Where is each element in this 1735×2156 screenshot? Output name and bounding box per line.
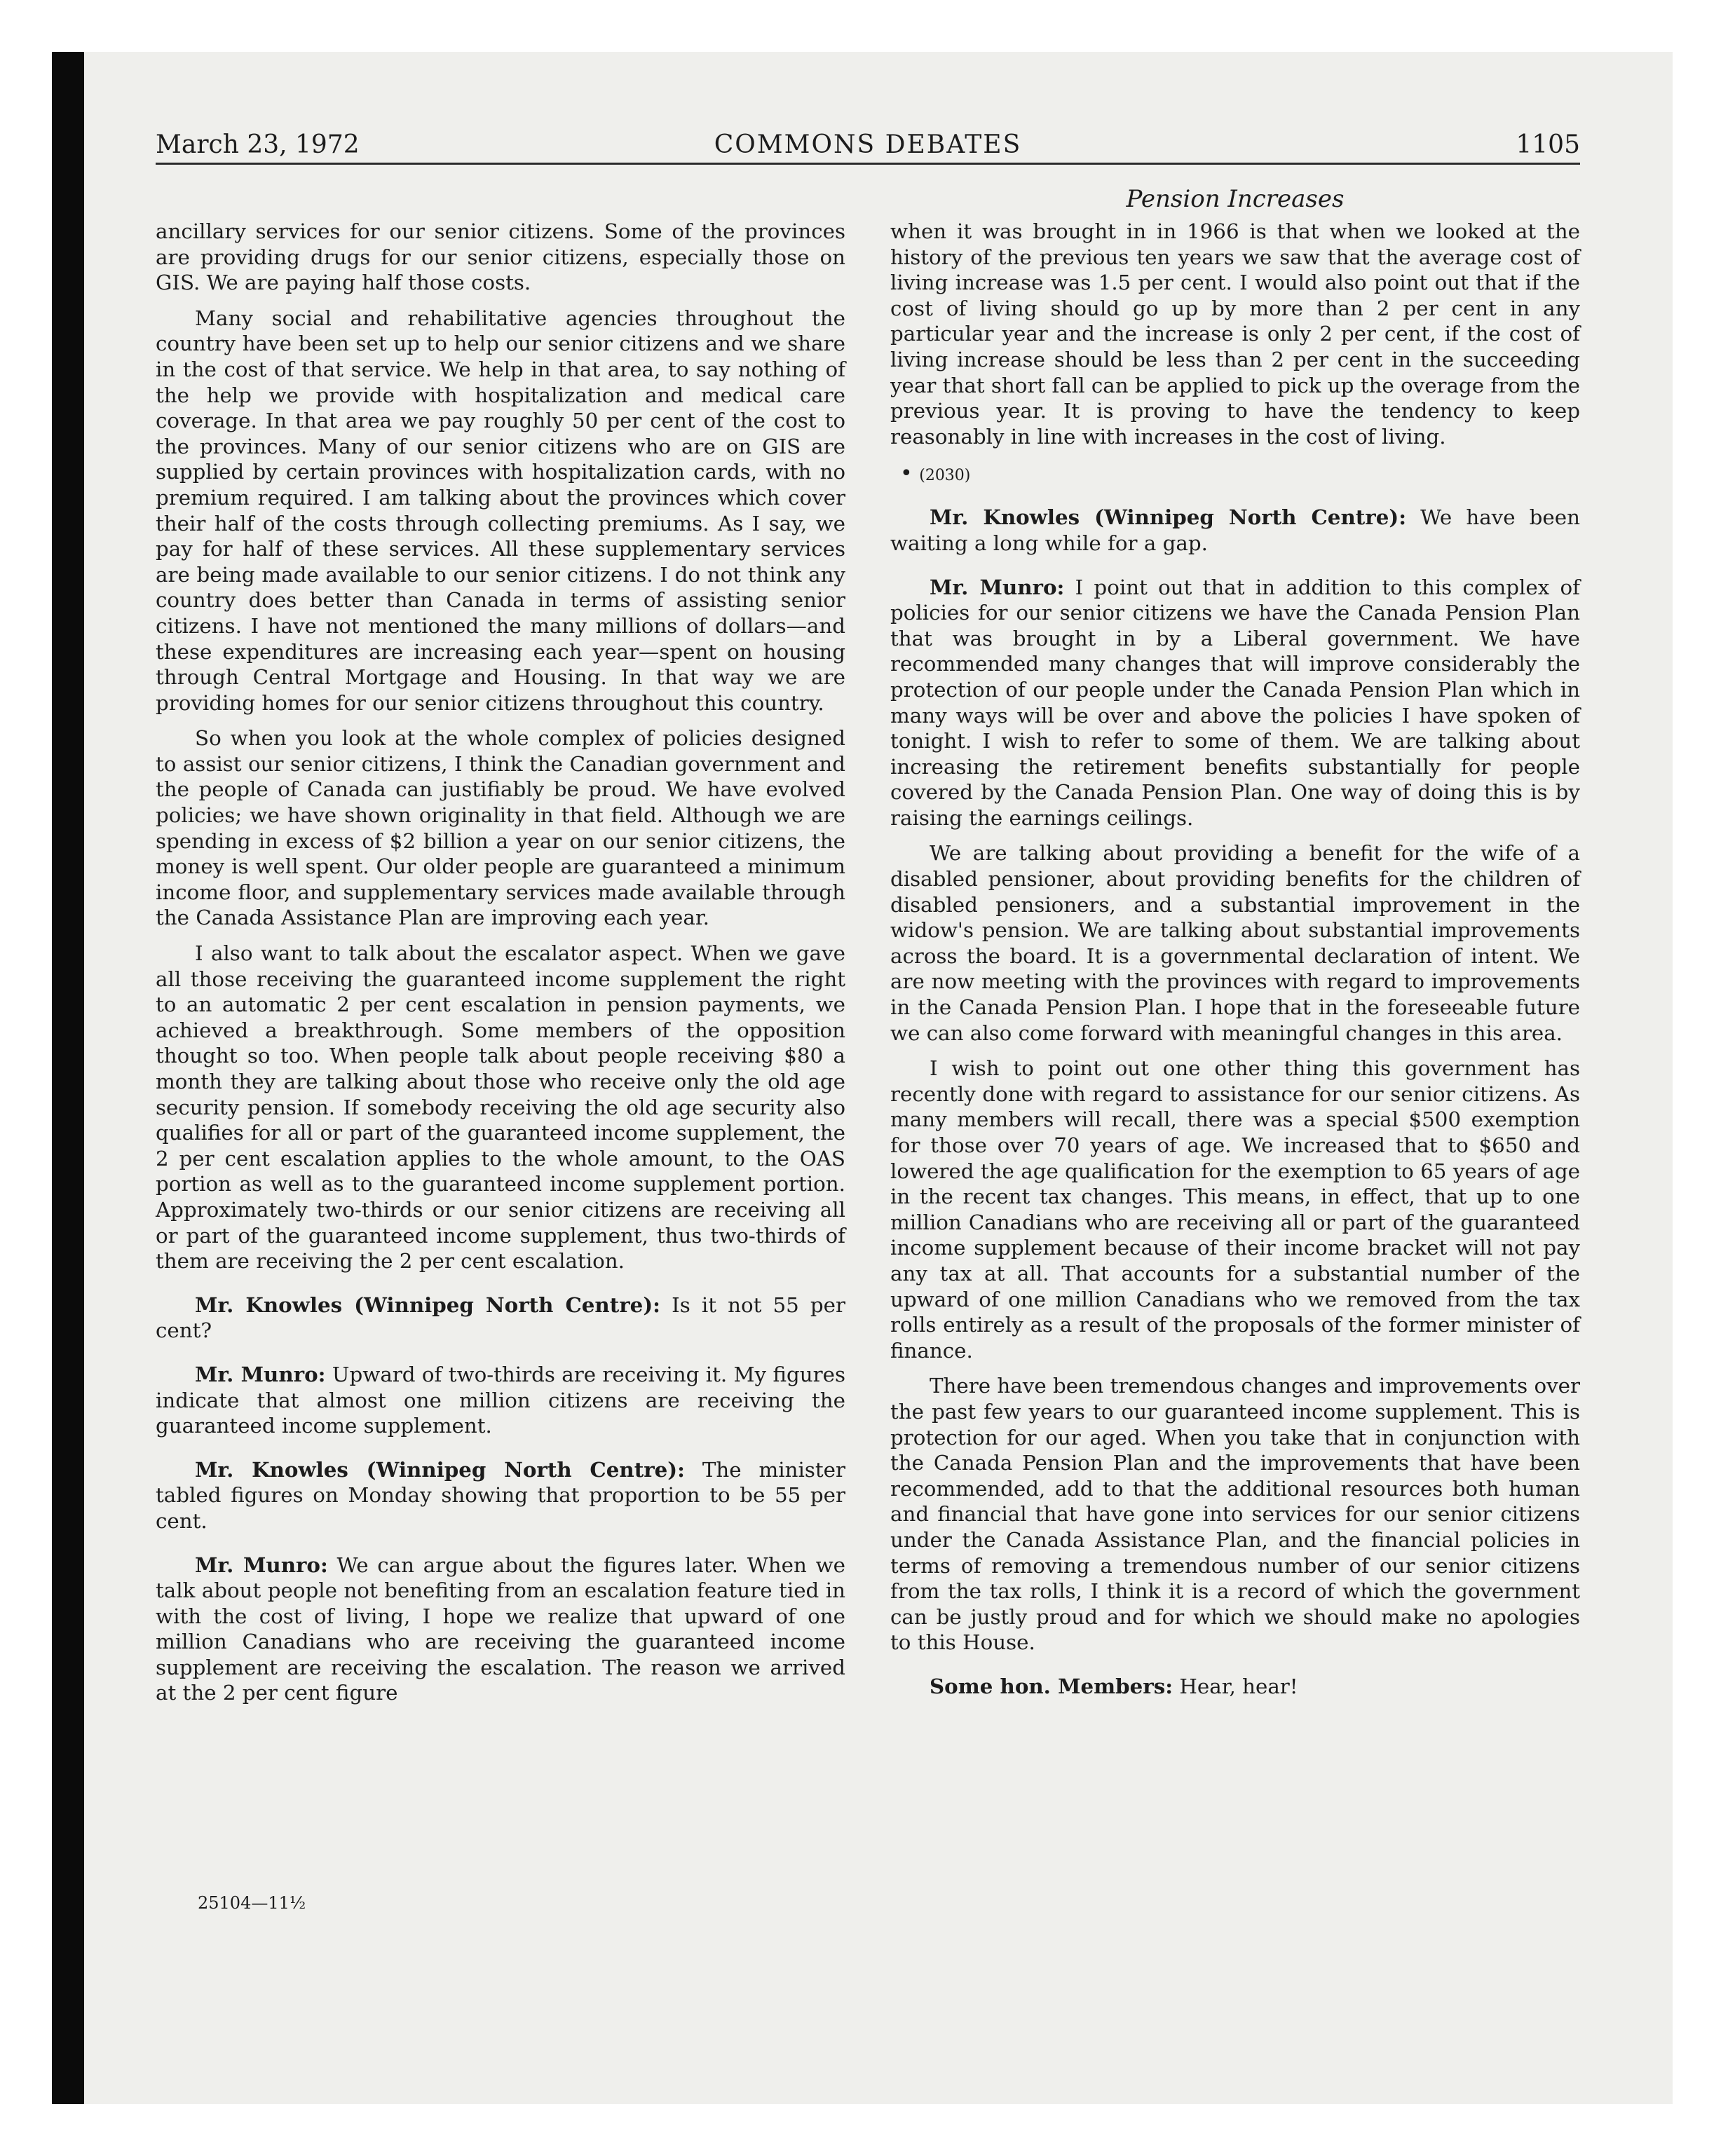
paragraph-text: Upward of two-thirds are receiving it. My figures indicate that almost one million citizens are receiving the guaranteed income supplement. xyxy=(156,1362,845,1438)
time-marker-text: (2030) xyxy=(919,467,971,485)
printer-code: 25104—11½ xyxy=(198,1893,306,1913)
paragraph xyxy=(156,725,845,931)
paragraph-text: We have been waiting a long while for a gap. xyxy=(890,505,1580,555)
speaker-name: Mr. Munro: xyxy=(930,574,1065,599)
speech-paragraph xyxy=(156,1362,845,1439)
paragraph-text: Hear, hear! xyxy=(1179,1674,1298,1698)
time-marker xyxy=(900,463,1580,486)
bullet-icon: • xyxy=(900,461,920,486)
paragraph xyxy=(890,840,1580,1046)
speaker-name: Mr. Munro: xyxy=(195,1361,326,1386)
speech-paragraph xyxy=(890,575,1580,831)
right-column xyxy=(890,219,1580,1709)
speech-paragraph xyxy=(156,1553,845,1707)
scan-border xyxy=(52,52,84,2104)
speaker-name: Mr. Knowles (Winnipeg North Centre): xyxy=(195,1456,685,1482)
page-number: 1105 xyxy=(1516,130,1580,159)
paragraph-text: We are talking about providing a benefit for the wife of a disabled pensioner, about providing benefits for the children of disabled pensioners, and a substantial improvement in the widow's pension. We are talking about substantial improvements across the board. It is a governmental declaration of intent. We are now meeting with the provinces with regard to improvements in the Canada Pension Plan. I hope that in the foreseeable future we can also come forward with meaningful changes in this area. xyxy=(890,841,1580,1045)
paragraph-text: So when you look at the whole complex of policies designed to assist our senior citizens, I think the Canadian government and the people of Canada can justifiably be proud. We have evolved policies; we have shown originality in that field. Although we are spending in excess of $2 billion a year on our senior citizens, the money is well spent. Our older people are guaranteed a minimum income floor, and supplementary services made available through the Canada Assistance Plan are improving each year. xyxy=(156,726,845,930)
speech-paragraph xyxy=(890,1674,1580,1700)
continued-paragraph xyxy=(156,219,845,296)
speaker-name: Mr. Knowles (Winnipeg North Centre): xyxy=(195,1292,661,1317)
paragraph xyxy=(156,941,845,1274)
paragraph xyxy=(156,306,845,716)
paragraph-text: I also want to talk about the escalator aspect. When we gave all those receiving the guaranteed income supplement the right to an automatic 2 per cent escalation in pension payments, we achieved a breakthrough. Some members of the opposition thought so too. When people talk about people receiving $80 a month they are talking about those who receive only the old age security pension. If somebody receiving the old age security also qualifies for all or part of the guaranteed income supplement, the 2 per cent escalation applies to the whole amount, to the OAS portion as well as to the guaranteed income supplement portion. Approximately two-thirds or our senior citizens are receiving all or part of the guaranteed income supplement, thus two-thirds of them are receiving the 2 per cent escalation. xyxy=(156,941,845,1274)
paragraph xyxy=(890,1373,1580,1656)
page-header xyxy=(156,128,1580,165)
speaker-name: Mr. Knowles (Winnipeg North Centre): xyxy=(930,505,1407,530)
publication-title: COMMONS DEBATES xyxy=(714,130,1022,159)
speech-paragraph xyxy=(890,505,1580,556)
speaker-name: Some hon. Members: xyxy=(930,1673,1173,1698)
paragraph-text: Is it not 55 per cent? xyxy=(156,1292,845,1343)
paragraph-text: I wish to point out one other thing this government has recently done with regard to assistance for our senior citizens. As many members will recall, there was a special $500 exemption for those over 70 years of age. We increased that to $650 and lowered the age qualification for the exemption to 65 years of age in the recent tax changes. This means, in effect, that up to one million Canadians who are receiving all or part of the guaranteed income supplement because of their income bracket will not pay any tax at all. That accounts for a substantial number of the upward of one million Canadians who we removed from the tax rolls entirely as a result of the proposals of the former minister of finance. xyxy=(890,1056,1580,1363)
speech-paragraph xyxy=(156,1457,845,1534)
speaker-name: Mr. Munro: xyxy=(195,1552,328,1577)
paragraph-text: We can argue about the figures later. When we talk about people not benefiting from an escalation feature tied in with the cost of living, I hope we realize that upward of one million Canadians who are receiving the guaranteed income supplement are receiving the escalation. The reason we arrived at the 2 per cent figure xyxy=(156,1553,845,1705)
continued-paragraph xyxy=(890,219,1580,449)
speech-paragraph xyxy=(156,1292,845,1344)
paragraph-text: when it was brought in in 1966 is that when we looked at the history of the previous ten years we saw that the average cost of living increase was 1.5 per cent. I would also point out that if the cost of living should go up by more than 2 per cent in any particular year and the increase is only 2 per cent, if the cost of living increase should be less than 2 per cent in the succeeding year that short fall can be applied to pick up the overage from the previous year. It is proving to have the tendency to keep reasonably in line with increases in the cost of living. xyxy=(890,219,1580,449)
header-date: March 23, 1972 xyxy=(156,130,360,159)
paragraph-text: Many social and rehabilitative agencies throughout the country have been set up to help our senior citizens and we share in the cost of that service. We help in that area, to say nothing of the help we provide with hospitalization and medical care coverage. In that area we pay roughly 50 per cent of the cost to the provinces. Many of our senior citizens who are on GIS are supplied by certain provinces with hospitalization cards, with no premium required. I am talking about the provinces which cover their half of the costs through collecting premiums. As I say, we pay for half of these services. All these supplementary services are being made available to our senior citizens. I do not think any country does better than Canada in terms of assisting senior citizens. I have not mentioned the many millions of dollars—and these expenditures are increasing each year—spent on housing through Central Mortgage and Housing. In that way we are providing homes for our senior citizens throughout this country. xyxy=(156,306,845,715)
running-head: Pension Increases xyxy=(1126,185,1345,213)
paragraph-text: I point out that in addition to this complex of policies for our senior citizens we have the Canada Pension Plan that was brought in by a Liberal government. We have recommended many changes that will improve considerably the protection of our people under the Canada Pension Plan which in many ways will be over and above the policies I have spoken of tonight. I wish to refer to some of them. We are talking about increasing the retirement benefits substantially for people covered by the Canada Pension Plan. One way of doing this is by raising the earnings ceilings. xyxy=(890,575,1580,830)
left-column xyxy=(156,219,845,1716)
paragraph-text: The minister tabled figures on Monday showing that proportion to be 55 per cent. xyxy=(156,1457,845,1533)
paragraph-text: There have been tremendous changes and improvements over the past few years to our guaranteed income supplement. This is protection for our aged. When you take that in conjunction with the Canada Pension Plan and the improvements that have been recommended, add to that the additional resources both human and financial that have gone into services for our senior citizens under the Canada Assistance Plan, and the financial policies in terms of removing a tremendous number of our senior citizens from the tax rolls, I think it is a record of which the government can be justly proud and for which we should make no apologies to this House. xyxy=(890,1374,1580,1655)
paragraph-text: ancillary services for our senior citizens. Some of the provinces are providing drugs for our senior citizens, especially those on GIS. We are paying half those costs. xyxy=(156,219,845,295)
paragraph xyxy=(890,1056,1580,1363)
